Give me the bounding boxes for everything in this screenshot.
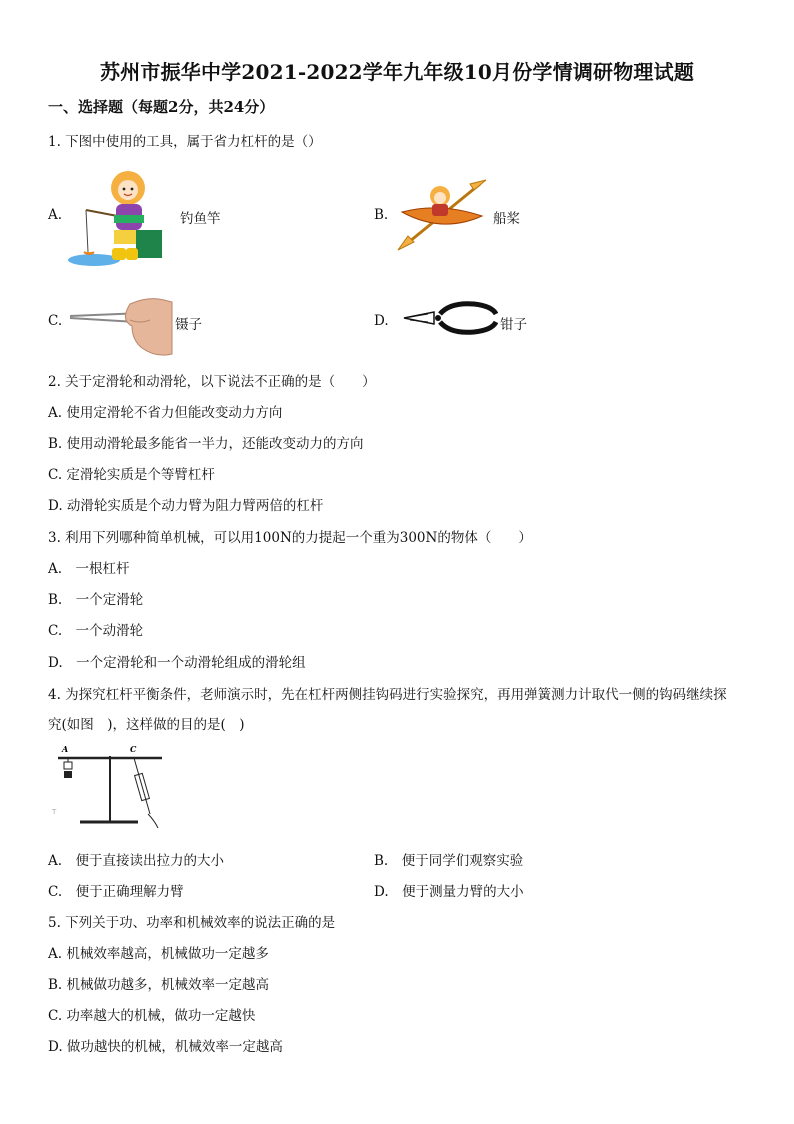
q4-option-d: D. 便于测量力臂的大小	[374, 884, 524, 900]
q1-option-c-letter: C.	[48, 313, 63, 329]
q2-option-c: C. 定滑轮实质是个等臂杠杆	[48, 467, 215, 483]
tweezers-icon	[68, 282, 176, 360]
lever-apparatus-figure	[52, 744, 174, 832]
q5-option-a: A. 机械效率越高，机械做功一定越多	[48, 946, 269, 962]
q1-option-b-letter: B.	[374, 207, 389, 223]
page-title: 苏州市振华中学2021-2022学年九年级10月份学情调研物理试题	[99, 60, 695, 84]
q1-option-c-caption: 镊子	[175, 317, 202, 333]
figure-label-c: C	[130, 744, 137, 754]
q1-option-b-caption: 船桨	[493, 211, 520, 227]
q4-option-b: B. 便于同学们观察实验	[374, 853, 524, 869]
question-5-stem: 5. 下列关于功、功率和机械效率的说法正确的是	[48, 915, 336, 931]
q2-option-b: B. 使用动滑轮最多能省一半力，还能改变动力的方向	[48, 436, 364, 452]
q3-option-b: B. 一个定滑轮	[48, 592, 144, 608]
fishing-rod-icon	[66, 160, 176, 270]
q1-option-d-letter: D.	[374, 313, 389, 329]
q5-option-c: C. 功率越大的机械，做功一定越快	[48, 1008, 256, 1024]
q4-option-a: A. 便于直接读出拉力的大小	[48, 853, 225, 869]
q5-option-d: D. 做功越快的机械，机械效率一定越高	[48, 1039, 283, 1055]
svg-text:T: T	[52, 808, 57, 816]
q3-option-d: D. 一个定滑轮和一个动滑轮组成的滑轮组	[48, 655, 306, 671]
q3-option-c: C. 一个动滑轮	[48, 623, 144, 639]
q1-option-a-letter: A.	[48, 207, 63, 223]
q5-option-b: B. 机械做功越多，机械效率一定越高	[48, 977, 270, 993]
q2-option-a: A. 使用定滑轮不省力但能改变动力方向	[48, 405, 283, 421]
q3-option-a: A. 一根杠杆	[48, 561, 130, 577]
q2-option-d: D. 动滑轮实质是个动力臂为阻力臂两倍的杠杆	[48, 498, 324, 514]
figure-label-a: A	[62, 744, 69, 754]
section-heading: 一、选择题（每题2分，共24分）	[48, 98, 275, 116]
q1-option-a-caption: 钓鱼竿	[180, 211, 221, 227]
question-4-stem-line1: 4. 为探究杠杆平衡条件，老师演示时，先在杠杆两侧挂钩码进行实验探究，再用弹簧测力计取代一侧的钩码继续探	[48, 687, 727, 703]
question-4-stem-line2: 究(如图 )，这样做的目的是( )	[48, 717, 245, 733]
question-2-stem: 2. 关于定滑轮和动滑轮，以下说法不正确的是（ ）	[48, 374, 376, 390]
question-1-stem: 1. 下图中使用的工具，属于省力杠杆的是（）	[48, 134, 322, 150]
pliers-icon	[402, 300, 498, 338]
q1-option-d-caption: 钳子	[500, 317, 527, 333]
q4-option-c: C. 便于正确理解力臂	[48, 884, 184, 900]
paddle-icon	[396, 176, 488, 252]
question-3-stem: 3. 利用下列哪种简单机械，可以用100N的力提起一个重为300N的物体（ ）	[48, 530, 532, 546]
